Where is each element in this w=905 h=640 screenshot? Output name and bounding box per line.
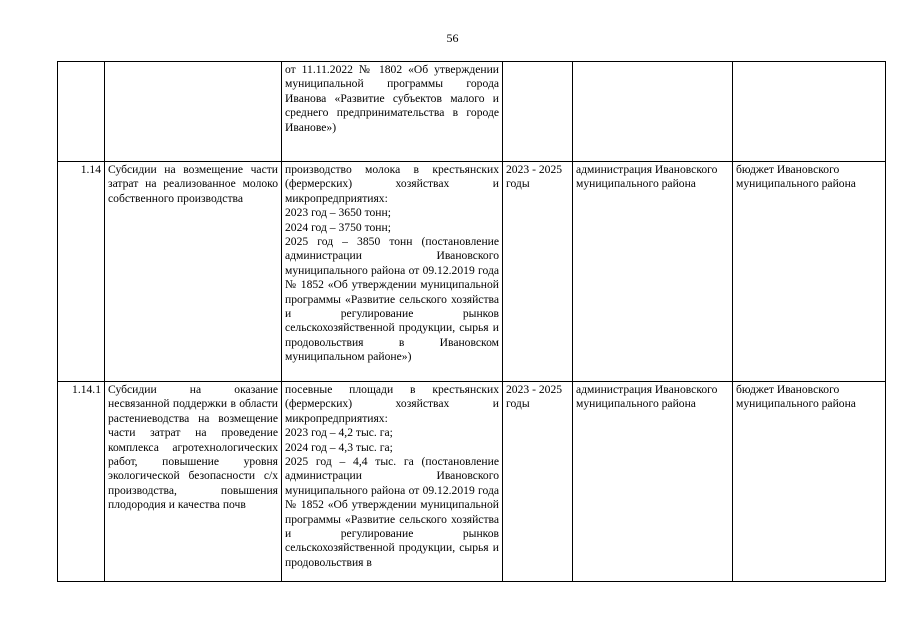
indicator-text: производство молока в крестьянских (фермерских) хозяйствах и микропредприятиях:	[285, 163, 499, 205]
period-cell	[503, 62, 573, 162]
indicator-year-2024: 2024 год – 4,3 тыс. га;	[285, 440, 393, 454]
indicator-year-2025: 2025 год – 3850 тонн (постановление администрации Ивановского муниципального района от 09.12.2019 года № 1852 «Об утверждении муниципальной программы «Развитие сельского хозяйства и регулирование рынков сельскохозяйственной продукции, сырья и продовольствия в Ивановском муниципальном районе»)	[285, 235, 499, 364]
indicator-cell	[282, 382, 503, 582]
executor-cell: администрация Ивановского муниципального района	[573, 162, 733, 382]
activity-name-cell	[105, 62, 282, 162]
indicator-cell	[282, 162, 503, 382]
funding-source-cell	[733, 62, 886, 162]
indicator-text: посевные площади в крестьянских (фермерских) хозяйствах и микропредприятиях:	[285, 383, 499, 425]
row-number-cell: 1.14	[58, 162, 105, 382]
table-row	[58, 62, 886, 162]
indicator-year-2023: 2023 год – 4,2 тыс. га;	[285, 426, 393, 440]
row-number-cell	[58, 62, 105, 162]
period-cell: 2023 - 2025 годы	[503, 162, 573, 382]
executor-cell	[573, 62, 733, 162]
activity-name-cell: Субсидии на возмещение части затрат на реализованное молоко собственного производства	[105, 162, 282, 382]
executor-cell: администрация Ивановского муниципального района	[573, 382, 733, 582]
table-row	[58, 382, 886, 582]
funding-source-cell: бюджет Ивановского муниципального района	[733, 162, 886, 382]
program-activities-table	[57, 61, 886, 582]
indicator-year-2023: 2023 год – 3650 тонн;	[285, 206, 391, 220]
period-cell: 2023 - 2025 годы	[503, 382, 573, 582]
page-number: 56	[446, 31, 459, 45]
row-number-cell: 1.14.1	[58, 382, 105, 582]
funding-source-cell: бюджет Ивановского муниципального района	[733, 382, 886, 582]
indicator-year-2024: 2024 год – 3750 тонн;	[285, 220, 391, 234]
indicator-cell: от 11.11.2022 № 1802 «Об утверждении муниципальной программы города Иванова «Развитие субъектов малого и среднего предпринимательства в городе Иванове»)	[282, 62, 503, 162]
indicator-year-2025: 2025 год – 4,4 тыс. га (постановление администрации Ивановского муниципального района от 09.12.2019 года № 1852 «Об утверждении муниципальной программы «Развитие сельского хозяйства и регулирование рынков сельскохозяйственной продукции, сырья и продовольствия в	[285, 455, 499, 569]
table-row	[58, 162, 886, 382]
activity-name-cell: Субсидии на оказание несвязанной поддержки в области растениеводства на возмещение части затрат на проведение комплекса агротехнологических работ, повышение уровня экологической безопасности с/х производства, повышения плодородия и качества почв	[105, 382, 282, 582]
